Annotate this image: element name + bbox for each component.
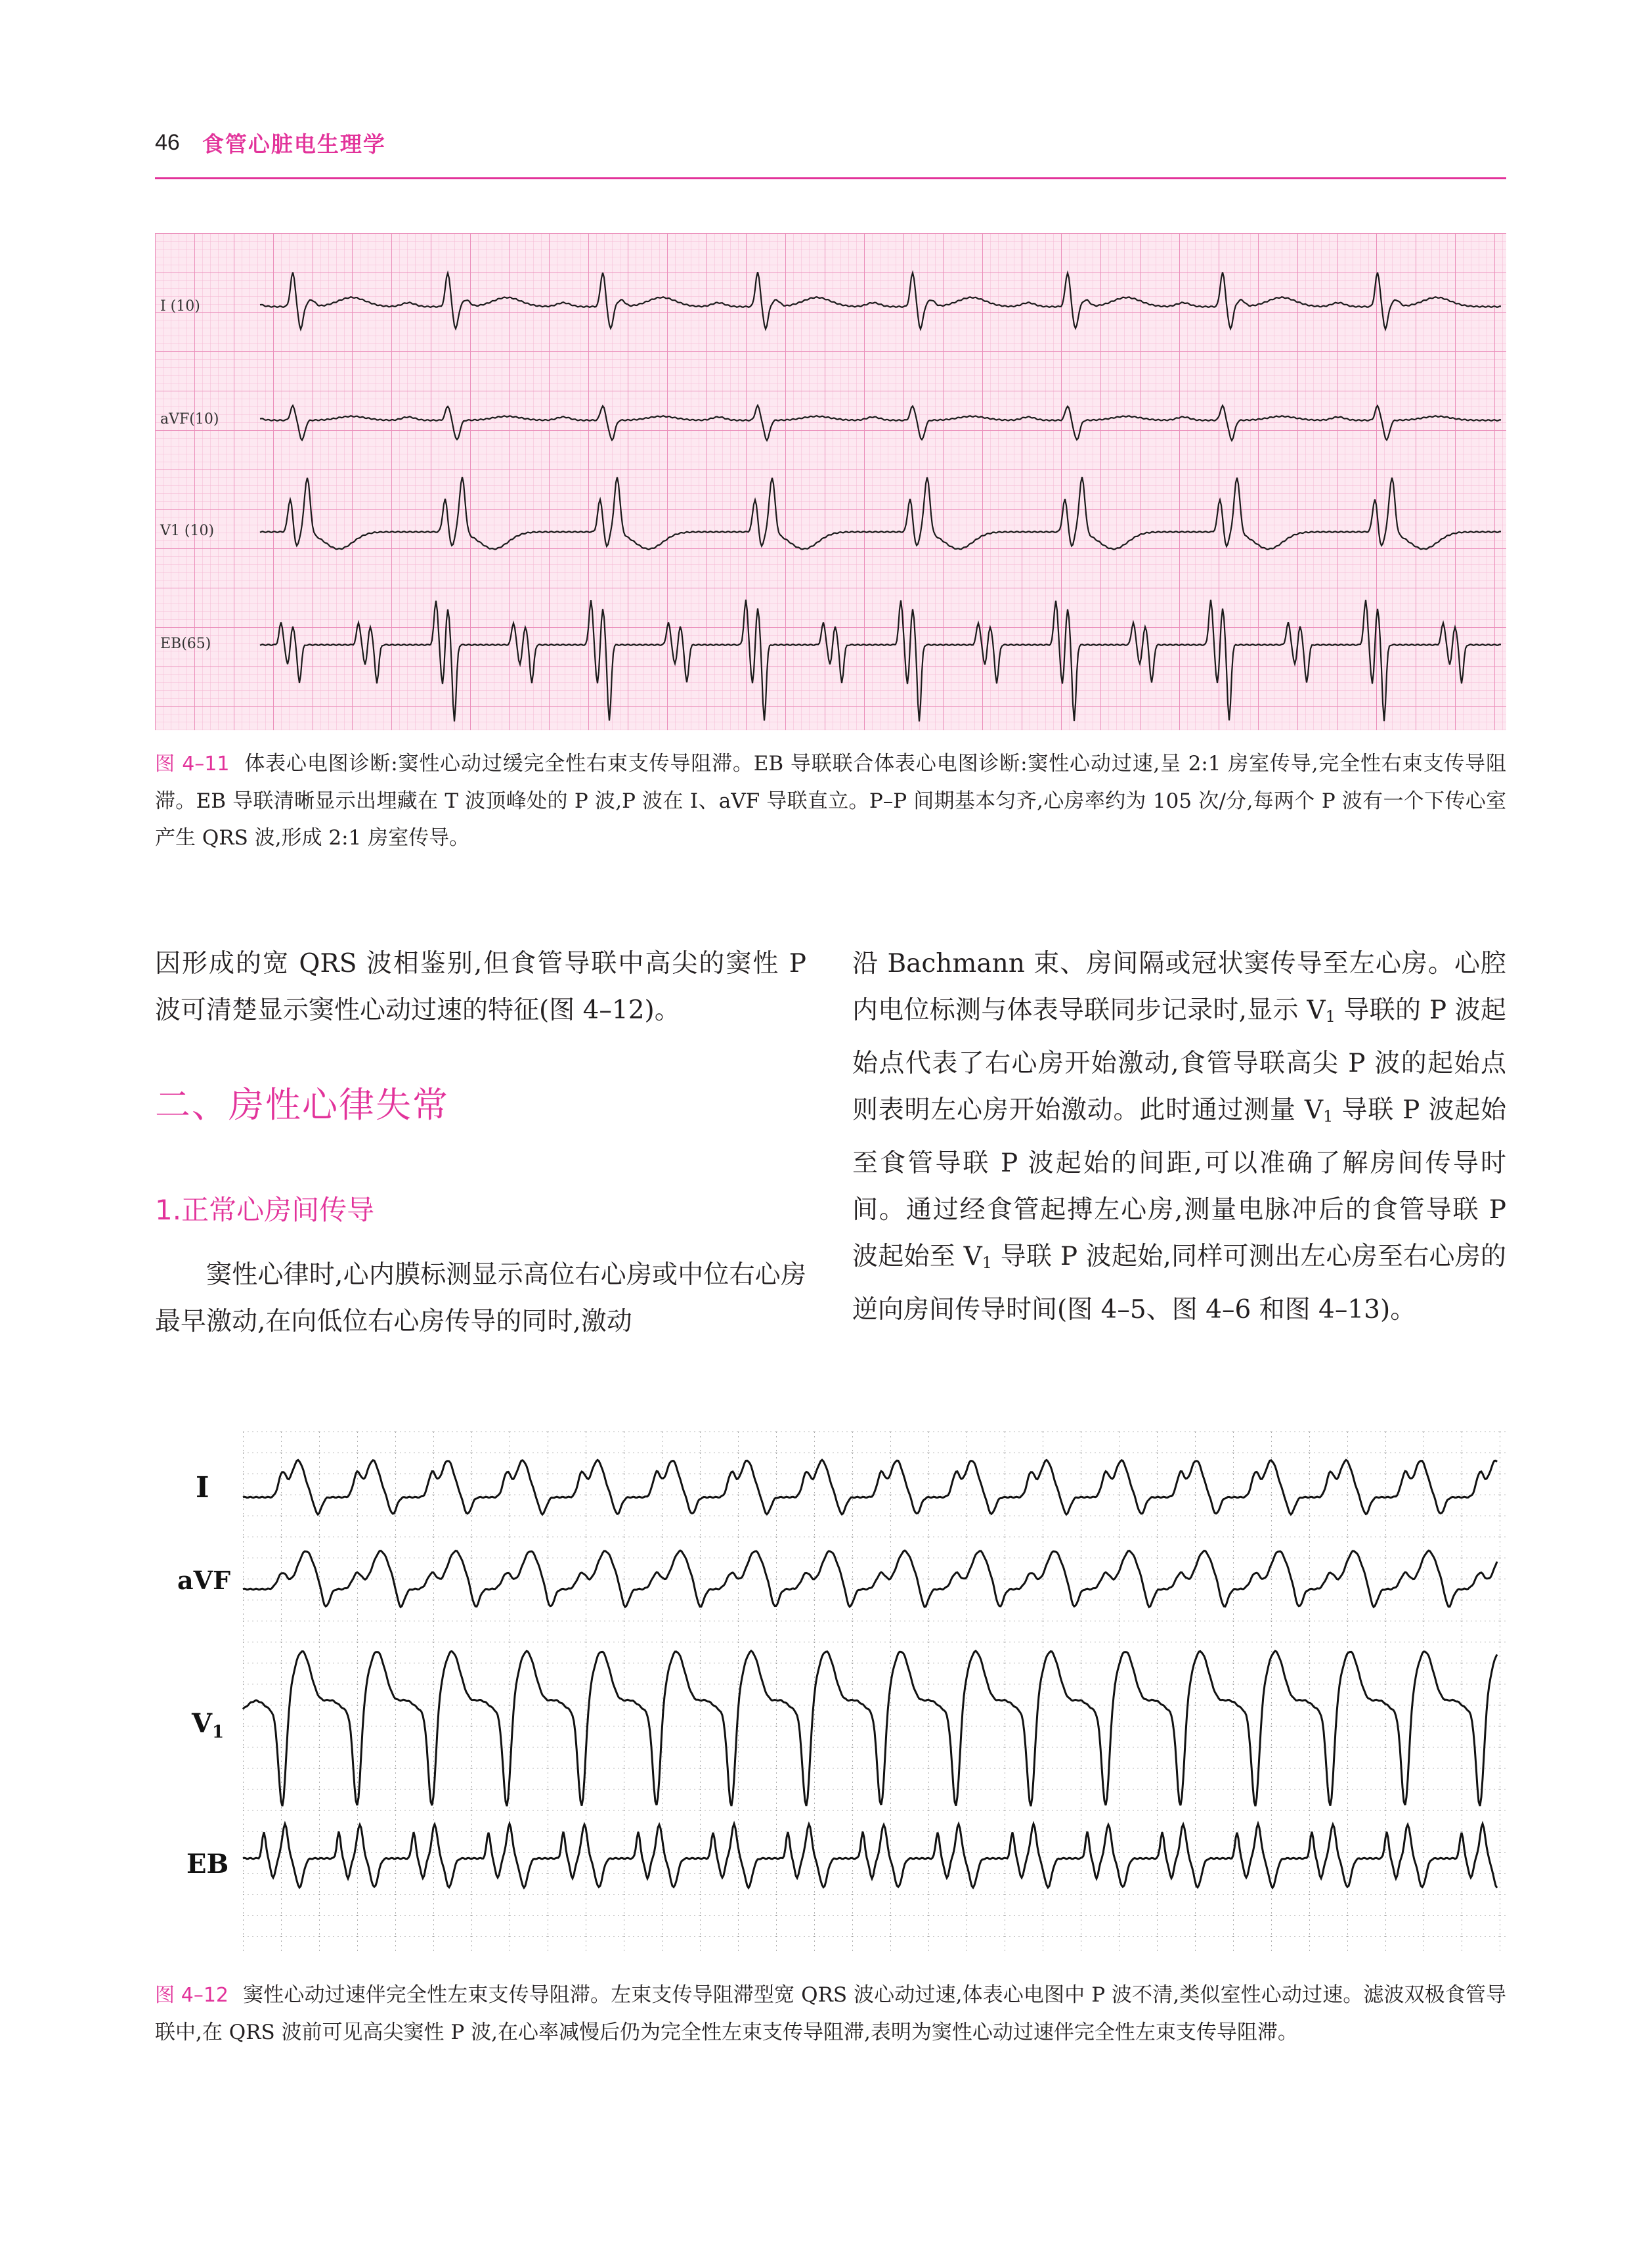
- header-rule: [155, 177, 1506, 179]
- figure-4-12-label: 图 4–12: [155, 1984, 229, 2007]
- subscript-1a: 1: [1325, 1007, 1336, 1026]
- book-title: 食管心脏电生理学: [202, 131, 386, 157]
- subscript-1b: 1: [1323, 1107, 1334, 1126]
- subscript-1c: 1: [982, 1254, 993, 1272]
- figure-4-11-caption: [155, 745, 1506, 856]
- fig1-lead-label-eb: EB(65): [160, 636, 211, 652]
- left-column-bottom: [155, 1252, 806, 1345]
- fig1-lead-label-i: I (10): [160, 298, 200, 315]
- figure-4-11-caption-text: 体表心电图诊断:窦性心动过缓完全性右束支传导阻滞。EB 导联联合体表心电图诊断:窦性心动过速,呈 2:1 房室传导,完全性右束支传导阻滞。EB 导联清晰显示出埋藏在 T 波顶峰处的 P 波,P 波在 I、aVF 导联直立。P–P 间期基本匀齐,心房率约为 105 次/分,每两个 P 波有一个下传心室产生 QRS 波,形成 2:1 房室传导。: [155, 752, 1506, 850]
- figure-4-11-ecg: [155, 233, 1506, 730]
- paragraph-bachmann: [852, 940, 1506, 1333]
- page-header: [155, 126, 386, 159]
- fig2-lead-label-avf: aVF: [177, 1566, 231, 1595]
- fig2-lead-label-v1: [191, 1708, 224, 1742]
- fig2-v1-letter: V: [192, 1708, 213, 1739]
- left-column-top: [155, 940, 806, 1034]
- para-part-1: 沿 Bachmann 束、房间隔或冠状窦传导至左心房。心腔内电位标测与体表导联同步记录时,显示 V: [852, 949, 1506, 1025]
- page-number: 46: [155, 129, 180, 155]
- para-part-3: 导联 P 波起始至食管导联 P 波起始的间距,可以准确了解房间传导时间。通过经食管起搏左心房,测量电脉冲后的食管导联 P 波起始至 V: [852, 1095, 1507, 1271]
- figure-4-12-caption: [155, 1977, 1506, 2051]
- right-column: [852, 940, 1506, 1333]
- fig2-lead-label-eb: EB: [186, 1849, 229, 1879]
- figure-4-12-ecg: [177, 1432, 1506, 1954]
- fig2-lead-label-i: I: [196, 1471, 209, 1504]
- section-heading: 二、房性心律失常: [155, 1084, 449, 1126]
- paragraph-sinus-rhythm: 窦性心律时,心内膜标测显示高位右心房或中位右心房最早激动,在向低位右心房传导的同时,激动: [155, 1260, 806, 1336]
- fig2-v1-sub: 1: [212, 1722, 225, 1742]
- paragraph-continued: 因形成的宽 QRS 波相鉴别,但食管导联中高尖的窦性 P 波可清楚显示窦性心动过速的特征(图 4–12)。: [155, 949, 806, 1025]
- para-part-2: 导联的 P 波起始点代表了右心房开始激动,食管导联高尖 P 波的起始点则表明左心房开始激动。此时通过测量 V: [852, 996, 1506, 1125]
- figure-4-11-label: 图 4–11: [155, 753, 230, 776]
- subsection-heading: 1.正常心房间传导: [155, 1194, 375, 1226]
- fig1-lead-label-avf: aVF(10): [160, 411, 219, 427]
- figure-4-12-caption-text: 窦性心动过速伴完全性左束支传导阻滞。左束支传导阻滞型宽 QRS 波心动过速,体表心电图中 P 波不清,类似室性心动过速。滤波双极食管导联中,在 QRS 波前可见高尖窦性 P 波,在心率减慢后仍为完全性左束支传导阻滞,表明为窦性心动过速伴完全性左束支传导阻滞。: [155, 1983, 1507, 2044]
- para-part-4: 导联 P 波起始,同样可测出左心房至右心房的逆向房间传导时间(图 4–5、图 4–6 和图 4–13)。: [852, 1242, 1506, 1325]
- fig1-lead-label-v1: V1 (10): [160, 523, 215, 539]
